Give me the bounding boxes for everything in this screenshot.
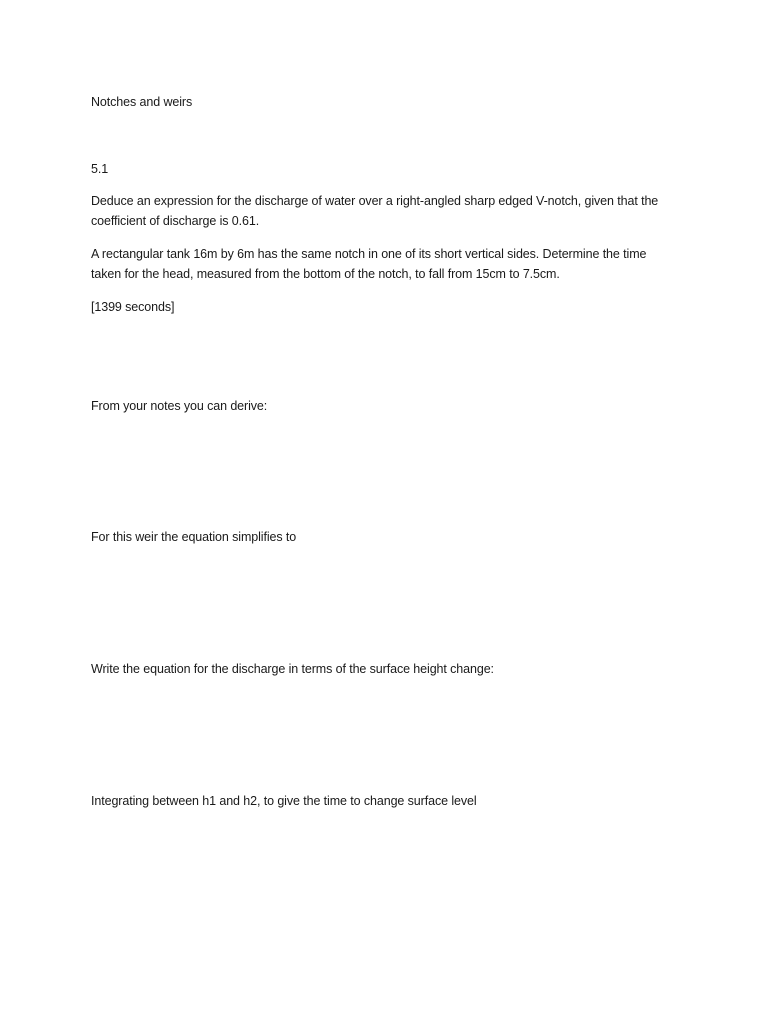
step-discharge: Write the equation for the discharge in terms of the surface height change: xyxy=(91,662,494,676)
step-integrate: Integrating between h1 and h2, to give the time to change surface level xyxy=(91,794,477,808)
document-title: Notches and weirs xyxy=(91,95,193,109)
step-simplify: For this weir the equation simplifies to xyxy=(91,530,297,544)
tank-line-1: A rectangular tank 16m by 6m has the same notch in one of its short vertical sides. Determine the time xyxy=(91,247,647,261)
step-derive: From your notes you can derive: xyxy=(91,399,268,413)
question-line-2: coefficient of discharge is 0.61. xyxy=(91,214,260,228)
question-line-1: Deduce an expression for the discharge of water over a right-angled sharp edged V-notch, given that the xyxy=(91,194,659,208)
tank-paragraph xyxy=(91,244,691,284)
question-paragraph xyxy=(91,191,691,231)
problem-number: 5.1 xyxy=(91,162,109,176)
answer-text: [1399 seconds] xyxy=(91,300,175,314)
tank-line-2: taken for the head, measured from the bottom of the notch, to fall from 15cm to 7.5cm. xyxy=(91,267,560,281)
